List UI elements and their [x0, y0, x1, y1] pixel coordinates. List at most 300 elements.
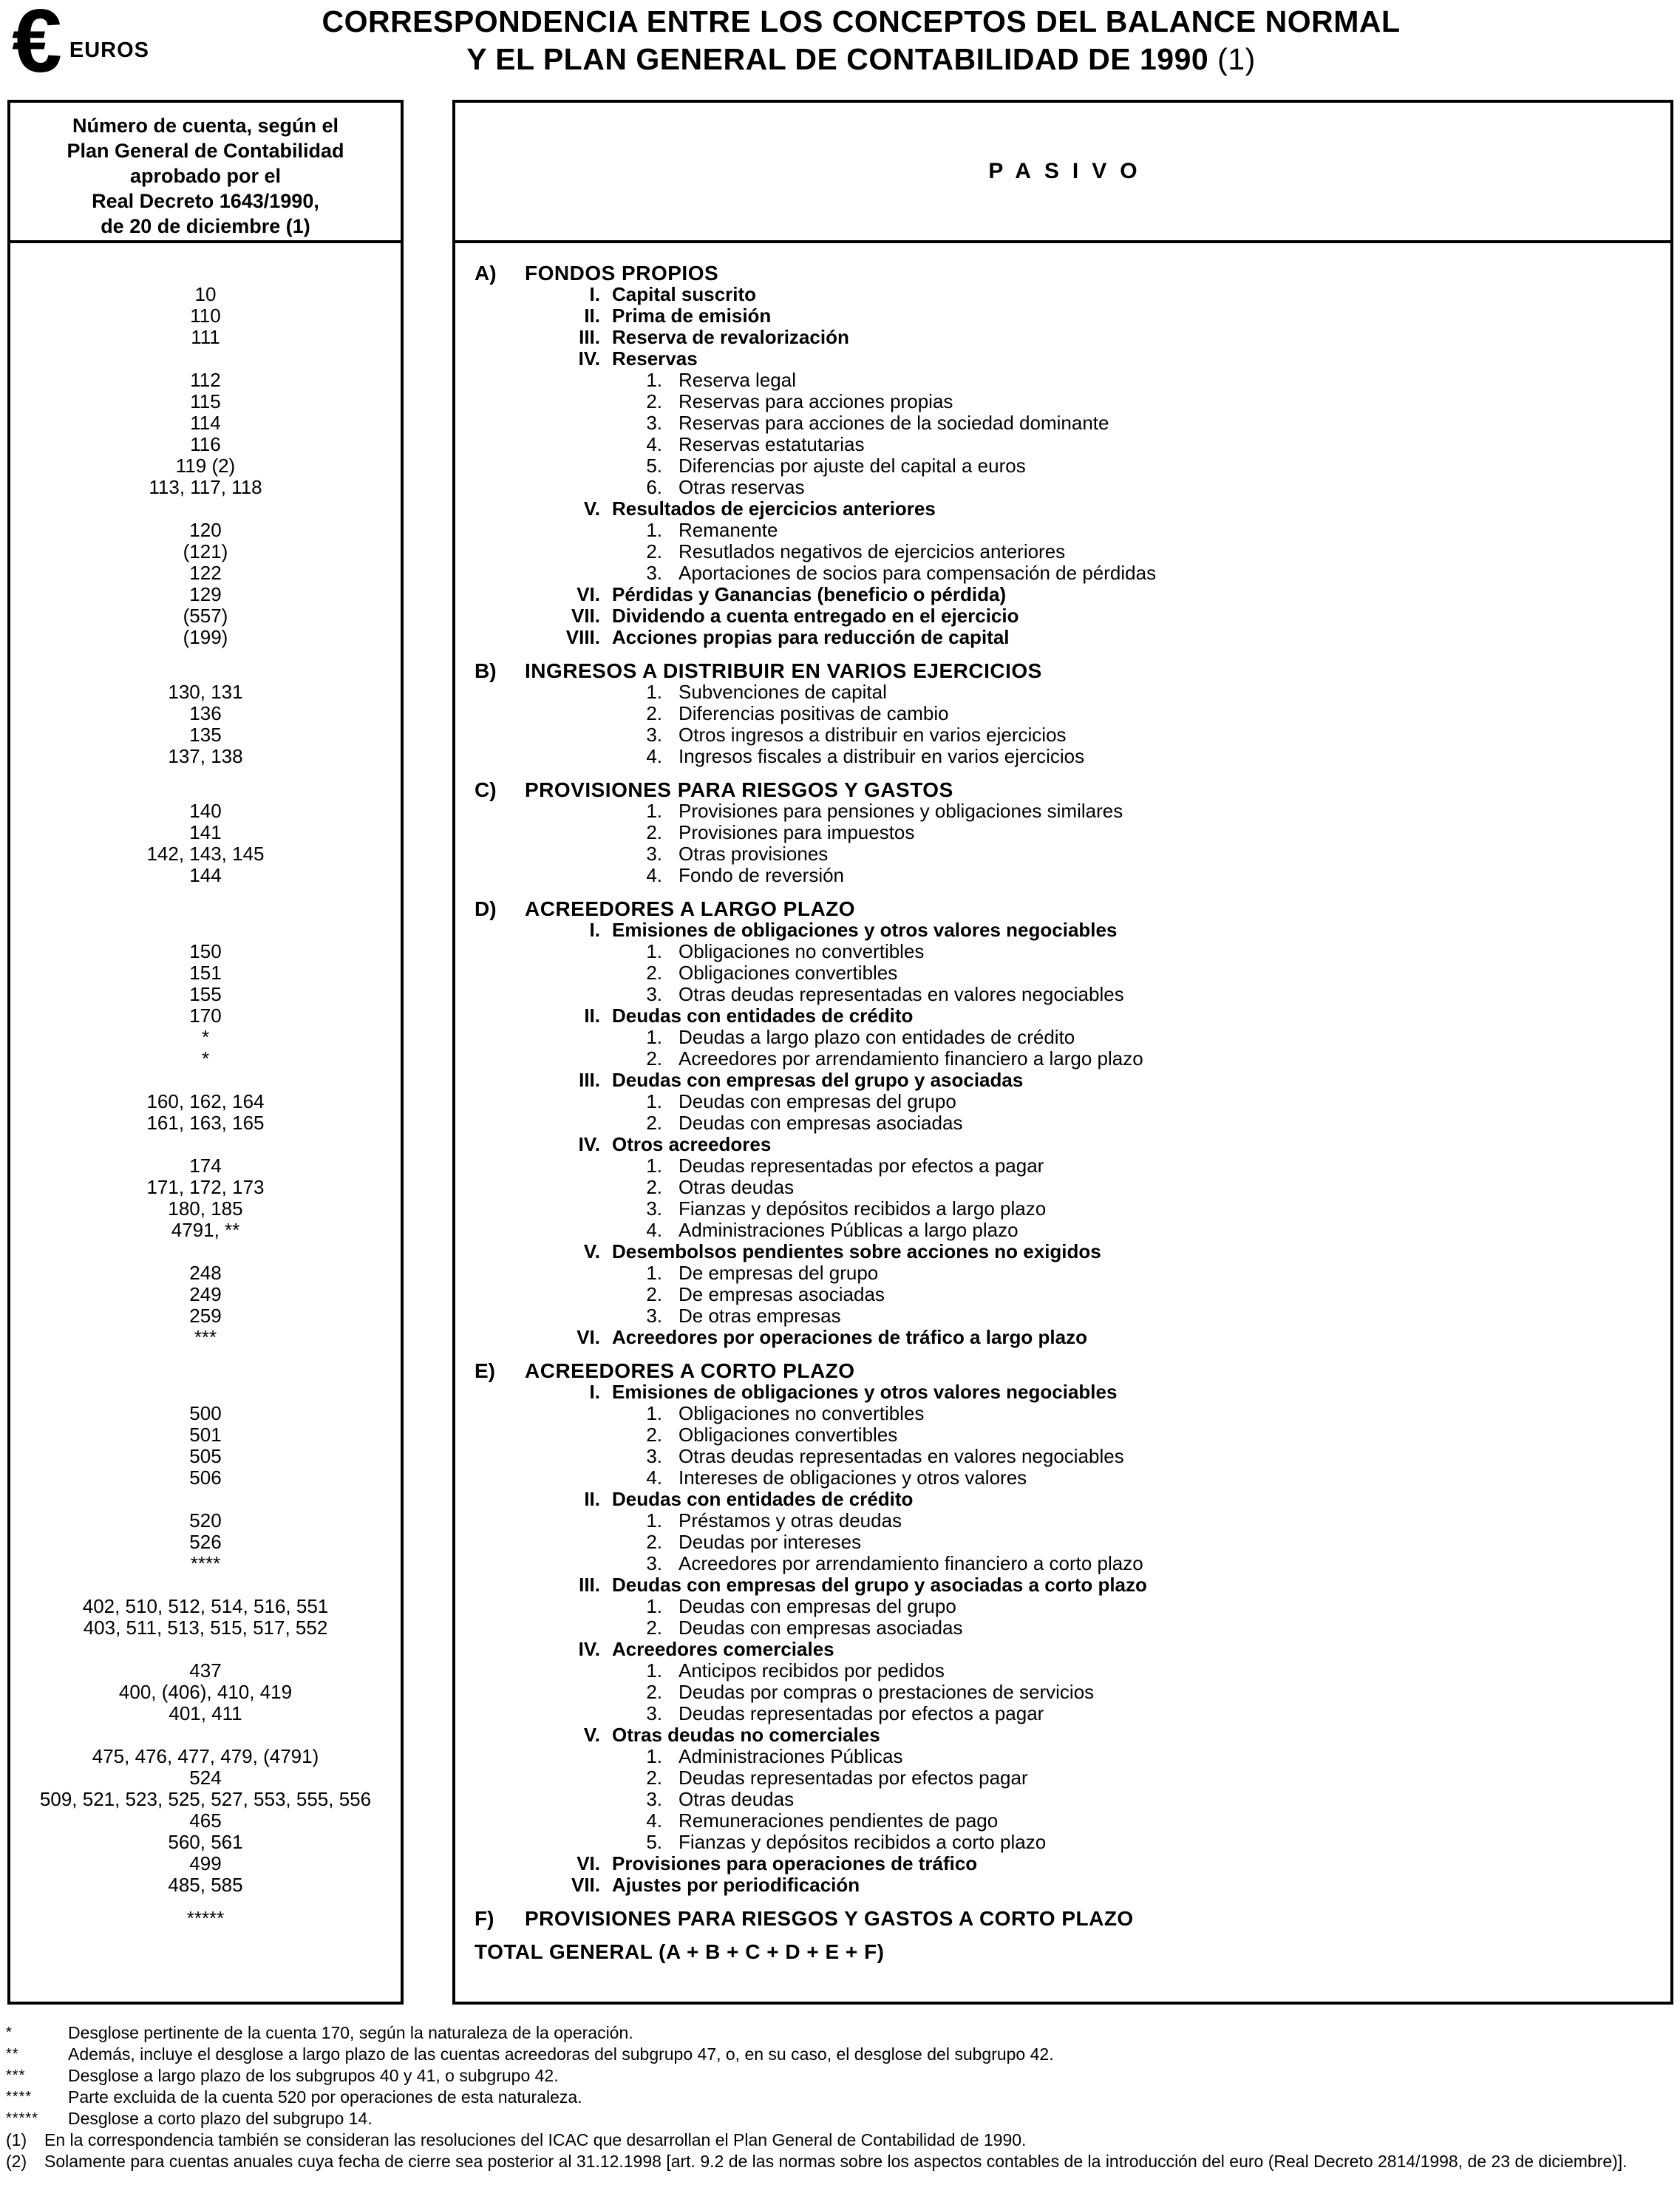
row-marker: 3.	[646, 1197, 662, 1220]
row-label: ACREEDORES A LARGO PLAZO	[525, 897, 856, 920]
pasivo-row	[455, 898, 1670, 919]
account-number-cell: 400, (406), 410, 419	[118, 1681, 293, 1703]
row-marker: B)	[475, 659, 497, 682]
footnote-starred	[6, 2065, 1675, 2087]
pasivo-row	[455, 724, 1670, 746]
row-label: De empresas del grupo	[679, 1262, 879, 1284]
row-marker: III.	[579, 1069, 600, 1091]
euros-label: EUROS	[69, 38, 149, 62]
row-label: Deudas con empresas del grupo y asociadas a corto plazo	[612, 1574, 1147, 1596]
row-marker: 2.	[646, 1176, 662, 1198]
row-marker: 2.	[646, 540, 662, 562]
row-marker: 3.	[646, 412, 662, 434]
row-label: Deudas representadas por efectos pagar	[679, 1767, 1028, 1789]
row-marker: 3.	[646, 1445, 662, 1467]
row-marker: 2.	[646, 962, 662, 984]
pasivo-row	[455, 520, 1670, 541]
account-number-cell: 248	[189, 1262, 222, 1284]
account-number-cell: 120	[189, 519, 222, 541]
account-number-cell: 114	[190, 412, 221, 434]
footnotes	[6, 2022, 1675, 2172]
row-label: Intereses de obligaciones y otros valores	[679, 1466, 1027, 1489]
row-marker: 4.	[646, 1219, 662, 1241]
pasivo-row	[455, 1403, 1670, 1424]
account-number-cell: 499	[189, 1852, 222, 1874]
account-number-cell: 122	[189, 562, 222, 584]
row-label: ACREEDORES A CORTO PLAZO	[525, 1359, 855, 1382]
account-number-cell: 144	[189, 864, 222, 886]
row-marker: 1.	[646, 519, 662, 541]
row-label: Otras deudas no comerciales	[612, 1724, 880, 1746]
pasivo-row	[455, 1810, 1670, 1832]
title-footnote-ref: (1)	[1217, 42, 1256, 76]
row-label: Deudas representadas por efectos a pagar	[679, 1155, 1044, 1177]
account-number-cell: *****	[186, 1907, 225, 1929]
pasivo-row	[455, 1327, 1670, 1348]
account-header-line: de 20 de diciembre (1)	[101, 215, 310, 237]
row-label: Ingresos fiscales a distribuir en varios ejercicios	[679, 745, 1085, 767]
pasivo-row	[455, 1874, 1670, 1896]
pasivo-row	[455, 1510, 1670, 1532]
pasivo-row	[455, 1746, 1670, 1767]
row-label: Otros ingresos a distribuir en varios ejercicios	[679, 724, 1067, 746]
row-marker: 2.	[646, 1617, 662, 1639]
pasivo-row	[455, 1241, 1670, 1262]
account-number-cell: 136	[189, 702, 222, 724]
pasivo-row	[455, 327, 1670, 348]
row-label: Fondo de reversión	[679, 864, 845, 886]
account-number-cell: 500	[189, 1402, 222, 1424]
row-label: Remuneraciones pendientes de pago	[679, 1809, 999, 1832]
row-marker: 2.	[646, 821, 662, 843]
row-marker: 2.	[646, 1681, 662, 1703]
row-label: Provisiones para pensiones y obligaciones similares	[679, 800, 1123, 822]
pasivo-row	[455, 477, 1670, 498]
footnote-symbol: ***	[6, 2067, 26, 2084]
account-number-cell: 526	[189, 1531, 222, 1553]
account-number-cell	[10, 1381, 401, 1403]
footnote-symbol: *****	[6, 2110, 38, 2127]
row-marker: VIII.	[565, 626, 600, 648]
footnote-text: Desglose a largo plazo de los subgrupos 40 y 41, o subgrupo 42.	[68, 2066, 559, 2085]
row-marker: 1.	[646, 681, 662, 703]
row-marker: 1.	[646, 1155, 662, 1177]
row-marker: 3.	[646, 1305, 662, 1327]
account-number-cell: 130, 131	[168, 681, 243, 703]
pasivo-row	[455, 1832, 1670, 1853]
footnote-text: En la correspondencia también se consideran las resoluciones del ICAC que desarrollan el Plan General de Contabilidad de 1990.	[44, 2130, 1027, 2149]
row-marker: 2.	[646, 1531, 662, 1553]
account-number-cell	[10, 262, 401, 284]
pasivo-row	[455, 305, 1670, 327]
pasivo-column	[452, 100, 1673, 2005]
row-label: Resultados de ejercicios anteriores	[612, 497, 936, 520]
pasivo-list	[455, 243, 1670, 1962]
row-marker: 2.	[646, 1283, 662, 1305]
account-number-cell	[10, 1724, 401, 1746]
pasivo-row	[455, 562, 1670, 584]
account-number-cell: (557)	[183, 605, 228, 627]
pasivo-row	[455, 1639, 1670, 1660]
account-number-cell: *	[201, 1047, 210, 1070]
pasivo-row	[455, 1941, 1670, 1962]
account-number-cell: 155	[189, 983, 222, 1005]
pasivo-row	[455, 498, 1670, 520]
row-label: PROVISIONES PARA RIESGOS Y GASTOS A CORTO PLAZO	[525, 1907, 1134, 1930]
account-number-cell	[10, 1241, 401, 1262]
pasivo-row	[455, 370, 1670, 391]
account-number-cell: 113, 117, 118	[149, 476, 262, 498]
row-marker: 4.	[646, 745, 662, 767]
pasivo-row	[455, 584, 1670, 605]
row-label: Fianzas y depósitos recibidos a corto plazo	[679, 1831, 1047, 1853]
pasivo-row	[455, 1198, 1670, 1220]
pasivo-row	[455, 962, 1670, 984]
account-number-cell: 4791, **	[171, 1219, 240, 1241]
row-label: Administraciones Públicas a largo plazo	[679, 1219, 1018, 1241]
row-marker: F)	[475, 1907, 494, 1930]
account-number-cell	[10, 1639, 401, 1660]
pasivo-row	[455, 1574, 1670, 1596]
pasivo-row	[455, 1284, 1670, 1305]
row-marker: III.	[579, 1574, 600, 1596]
pasivo-row	[455, 941, 1670, 962]
pasivo-row	[455, 1853, 1670, 1874]
pasivo-row	[455, 284, 1670, 305]
pasivo-row	[455, 1005, 1670, 1027]
account-number-cell: 10	[194, 283, 217, 305]
row-marker: III.	[579, 326, 600, 348]
footnote-symbol: (2)	[6, 2152, 27, 2171]
row-marker: II.	[584, 305, 600, 327]
pasivo-row	[455, 984, 1670, 1005]
pasivo-row	[455, 1532, 1670, 1553]
account-number-cell	[10, 348, 401, 370]
row-marker: II.	[584, 1488, 600, 1510]
account-number-cell: 249	[189, 1283, 222, 1305]
row-label: INGRESOS A DISTRIBUIR EN VARIOS EJERCICIOS	[525, 659, 1042, 682]
account-number-cell: 401, 411	[169, 1702, 242, 1724]
account-number-cell: 259	[189, 1305, 222, 1327]
row-label: Dividendo a cuenta entregado en el ejercicio	[612, 605, 1019, 627]
footnote-numbered	[6, 2129, 1675, 2151]
row-label: Remanente	[679, 519, 778, 541]
row-label: Deudas a largo plazo con entidades de crédito	[679, 1026, 1075, 1048]
account-number-cell: 501	[189, 1424, 222, 1446]
pasivo-row	[455, 1381, 1670, 1403]
row-marker: VI.	[577, 1326, 600, 1348]
pasivo-row	[455, 1489, 1670, 1510]
row-marker: 2.	[646, 1047, 662, 1070]
page-title-line2: Y EL PLAN GENERAL DE CONTABILIDAD DE 1990 (1)	[466, 42, 1256, 76]
account-number-cell: 111	[191, 326, 220, 348]
pasivo-row	[455, 262, 1670, 284]
account-number-cell: 135	[189, 724, 222, 746]
row-label: Deudas con empresas asociadas	[679, 1617, 963, 1639]
row-marker: 4.	[646, 1466, 662, 1489]
pasivo-row	[455, 703, 1670, 724]
pasivo-row	[455, 681, 1670, 703]
row-label: Pérdidas y Ganancias (beneficio o pérdida)	[612, 583, 1007, 605]
row-marker: V.	[583, 1240, 600, 1262]
row-label: Deudas representadas por efectos a pagar	[679, 1702, 1044, 1724]
row-marker: 3.	[646, 1552, 662, 1574]
euros-logo	[12, 0, 149, 91]
pasivo-row	[455, 1027, 1670, 1048]
row-label: Diferencias por ajuste del capital a euros	[679, 455, 1026, 477]
pasivo-row	[455, 412, 1670, 434]
account-number-cell	[10, 1360, 401, 1381]
pasivo-row	[455, 919, 1670, 941]
row-marker: II.	[584, 1004, 600, 1027]
account-header-line: aprobado por el	[129, 165, 282, 187]
pasivo-row	[455, 1908, 1670, 1929]
row-marker: 1.	[646, 940, 662, 962]
account-header-line: Número de cuenta, según el	[72, 115, 339, 137]
row-label: Deudas por compras o prestaciones de servicios	[679, 1681, 1095, 1703]
account-number-cell: 174	[189, 1155, 222, 1177]
row-label: De empresas asociadas	[679, 1283, 885, 1305]
footnote-text: Desglose a corto plazo del subgrupo 14.	[68, 2109, 373, 2128]
pasivo-row	[455, 1048, 1670, 1070]
row-label: Administraciones Públicas	[679, 1745, 903, 1767]
account-header-line: Real Decreto 1643/1990,	[92, 190, 319, 212]
row-marker: V.	[583, 1724, 600, 1746]
row-label: Desembolsos pendientes sobre acciones no exigidos	[612, 1240, 1101, 1262]
pasivo-row	[455, 627, 1670, 648]
pasivo-row	[455, 1424, 1670, 1446]
row-marker: 1.	[646, 1595, 662, 1617]
row-label: Deudas con empresas asociadas	[679, 1112, 963, 1134]
footnote-starred	[6, 2022, 1675, 2044]
row-label: Provisiones para impuestos	[679, 821, 915, 843]
pasivo-row	[455, 434, 1670, 455]
account-number-cell	[10, 1941, 401, 1962]
account-column-header	[10, 103, 401, 243]
row-marker: 4.	[646, 1809, 662, 1832]
account-number-cell: 180, 185	[168, 1197, 243, 1220]
pasivo-row	[455, 455, 1670, 477]
account-number-cell: 115	[190, 390, 221, 412]
row-marker: IV.	[578, 347, 600, 370]
account-number-cell: 140	[189, 800, 222, 822]
row-label: Reservas para acciones de la sociedad dominante	[679, 412, 1109, 434]
row-label: Deudas con empresas del grupo y asociadas	[612, 1069, 1024, 1091]
account-number-cell: ****	[190, 1552, 221, 1574]
row-label: Otras deudas	[679, 1176, 795, 1198]
row-label: Fianzas y depósitos recibidos a largo plazo	[679, 1197, 1047, 1220]
account-number-cell	[10, 1489, 401, 1510]
account-number-cell: 142, 143, 145	[146, 843, 265, 865]
row-marker: V.	[583, 497, 600, 520]
row-label: Reservas estatutarias	[679, 433, 865, 455]
account-number-cell: 171, 172, 173	[146, 1176, 265, 1198]
account-number-cell: (121)	[183, 540, 228, 562]
euro-icon: €	[12, 0, 62, 91]
row-marker: I.	[589, 1381, 600, 1403]
pasivo-row	[455, 746, 1670, 767]
row-label: Subvenciones de capital	[679, 681, 887, 703]
pasivo-row	[455, 1262, 1670, 1284]
row-label: Obligaciones no convertibles	[679, 940, 925, 962]
account-number-cell: (199)	[183, 626, 228, 648]
pasivo-row	[455, 1703, 1670, 1724]
row-marker: 1.	[646, 1659, 662, 1682]
pasivo-row	[455, 1070, 1670, 1091]
row-marker: 2.	[646, 1424, 662, 1446]
row-marker: I.	[589, 283, 600, 305]
account-number-cell: 160, 162, 164	[146, 1090, 265, 1112]
pasivo-row	[455, 660, 1670, 681]
row-label: Reservas	[612, 347, 698, 370]
row-marker: C)	[475, 778, 497, 801]
pasivo-row	[455, 843, 1670, 865]
footnote-text: Además, incluye el desglose a largo plazo de las cuentas acreedoras del subgrupo 47, o, en su caso, el desglose del subgrupo 42.	[68, 2044, 1054, 2064]
row-marker: 1.	[646, 1262, 662, 1284]
row-label: FONDOS PROPIOS	[525, 262, 719, 285]
row-label: Aportaciones de socios para compensación de pérdidas	[679, 562, 1157, 584]
row-marker: 3.	[646, 843, 662, 865]
account-number-cell: 505	[189, 1445, 222, 1467]
row-label: Deudas con entidades de crédito	[612, 1004, 914, 1027]
account-number-cell: 151	[189, 962, 222, 984]
row-marker: 1.	[646, 1745, 662, 1767]
page-title-line1: CORRESPONDENCIA ENTRE LOS CONCEPTOS DEL BALANCE NORMAL	[322, 4, 1401, 38]
row-label: Deudas por intereses	[679, 1531, 862, 1553]
account-number-cell: 437	[189, 1659, 222, 1682]
row-label: Obligaciones convertibles	[679, 1424, 898, 1446]
account-number-cell	[10, 919, 401, 941]
row-label: Acreedores comerciales	[612, 1638, 834, 1660]
row-label: Otras provisiones	[679, 843, 829, 865]
account-number-cell: 465	[189, 1809, 222, 1832]
row-label: Acreedores por arrendamiento financiero a corto plazo	[679, 1552, 1143, 1574]
row-marker: VII.	[571, 1874, 600, 1896]
row-label: TOTAL GENERAL (A + B + C + D + E + F)	[475, 1940, 885, 1963]
pasivo-row	[455, 1112, 1670, 1134]
pasivo-row	[455, 348, 1670, 370]
pasivo-row	[455, 1660, 1670, 1682]
page-title	[185, 3, 1537, 78]
row-marker: I.	[589, 919, 600, 941]
pasivo-row	[455, 1596, 1670, 1617]
row-marker: 5.	[646, 1831, 662, 1853]
row-marker: 3.	[646, 1788, 662, 1810]
account-number-cell: 116	[190, 433, 221, 455]
footnote-symbol: ****	[6, 2089, 33, 2105]
row-marker: 1.	[646, 1090, 662, 1112]
row-marker: 1.	[646, 1402, 662, 1424]
account-number-cell: 170	[189, 1004, 222, 1027]
footnote-symbol: (1)	[6, 2130, 27, 2149]
account-number-cell: 485, 585	[168, 1874, 243, 1896]
row-marker: 4.	[646, 433, 662, 455]
row-marker: 2.	[646, 1767, 662, 1789]
row-marker: 1.	[646, 1026, 662, 1048]
row-label: Reserva legal	[679, 369, 796, 391]
row-marker: 3.	[646, 983, 662, 1005]
account-number-cell: ***	[194, 1326, 217, 1348]
pasivo-row	[455, 1617, 1670, 1639]
row-label: Otras reservas	[679, 476, 805, 498]
account-number-cell: 129	[189, 583, 222, 605]
row-marker: 2.	[646, 1112, 662, 1134]
row-label: Resutlados negativos de ejercicios anteriores	[679, 540, 1066, 562]
row-label: Deudas con empresas del grupo	[679, 1090, 956, 1112]
pasivo-row	[455, 779, 1670, 800]
account-number-cell	[10, 779, 401, 800]
account-number-cell: 506	[189, 1466, 222, 1489]
account-number-cell: 520	[189, 1509, 222, 1532]
account-number-cell	[10, 1070, 401, 1091]
pasivo-row	[455, 865, 1670, 886]
row-marker: 3.	[646, 724, 662, 746]
row-label: Ajustes por periodificación	[612, 1874, 860, 1896]
pasivo-row	[455, 1091, 1670, 1112]
row-label: PROVISIONES PARA RIESGOS Y GASTOS	[525, 778, 953, 801]
row-label: Otros acreedores	[612, 1133, 772, 1155]
pasivo-row	[455, 1724, 1670, 1746]
account-number-cell: 402, 510, 512, 514, 516, 551	[82, 1595, 329, 1617]
row-label: Anticipos recibidos por pedidos	[679, 1659, 945, 1682]
row-marker: A)	[475, 262, 497, 285]
account-number-cell: 112	[190, 369, 221, 391]
row-label: Obligaciones no convertibles	[679, 1402, 925, 1424]
footnote-starred	[6, 2044, 1675, 2065]
row-marker: 3.	[646, 1702, 662, 1724]
account-header-line: Plan General de Contabilidad	[67, 140, 344, 162]
row-label: Acreedores por arrendamiento financiero a largo plazo	[679, 1047, 1143, 1070]
row-marker: 1.	[646, 369, 662, 391]
row-marker: E)	[475, 1359, 495, 1382]
row-marker: IV.	[578, 1133, 600, 1155]
account-number-cell	[10, 660, 401, 681]
pasivo-row	[455, 391, 1670, 412]
row-label: Obligaciones convertibles	[679, 962, 898, 984]
row-label: De otras empresas	[679, 1305, 841, 1327]
account-number-cell: 524	[189, 1767, 222, 1789]
row-label: Acciones propias para reducción de capital	[612, 626, 1010, 648]
row-label: Emisiones de obligaciones y otros valores negociables	[612, 1381, 1118, 1403]
account-number-cell	[10, 1134, 401, 1155]
pasivo-row	[455, 1682, 1670, 1703]
row-marker: 5.	[646, 455, 662, 477]
pasivo-row	[455, 822, 1670, 843]
row-marker: 2.	[646, 702, 662, 724]
row-label: Préstamos y otras deudas	[679, 1509, 902, 1532]
row-label: Otras deudas	[679, 1788, 795, 1810]
row-label: Diferencias positivas de cambio	[679, 702, 949, 724]
pasivo-row	[455, 1305, 1670, 1327]
footnote-symbol: *	[6, 2025, 13, 2041]
row-marker: VI.	[577, 1852, 600, 1874]
row-marker: 1.	[646, 1509, 662, 1532]
account-number-cell: 560, 561	[168, 1831, 243, 1853]
account-number-cell: 475, 476, 477, 479, (4791)	[92, 1745, 319, 1767]
row-marker: D)	[475, 897, 497, 920]
pasivo-row	[455, 1155, 1670, 1177]
pasivo-row	[455, 605, 1670, 627]
account-number-cell: 509, 521, 523, 525, 527, 553, 555, 556	[39, 1788, 372, 1810]
pasivo-row	[455, 541, 1670, 562]
footnote-text: Solamente para cuentas anuales cuya fecha de cierre sea posterior al 31.12.1998 [art. 9.2 de las normas sobre los aspectos contables de la introducción del euro (Real Decreto 2814/1998, de 23 de diciembre)].	[44, 2152, 1628, 2171]
account-number-cell: *	[201, 1026, 210, 1048]
row-label: Otras deudas representadas en valores negociables	[679, 1445, 1124, 1467]
account-number-column	[7, 100, 404, 2005]
pasivo-header: PASIVO	[455, 103, 1670, 243]
footnote-symbol: **	[6, 2046, 19, 2062]
row-label: Reservas para acciones propias	[679, 390, 953, 412]
